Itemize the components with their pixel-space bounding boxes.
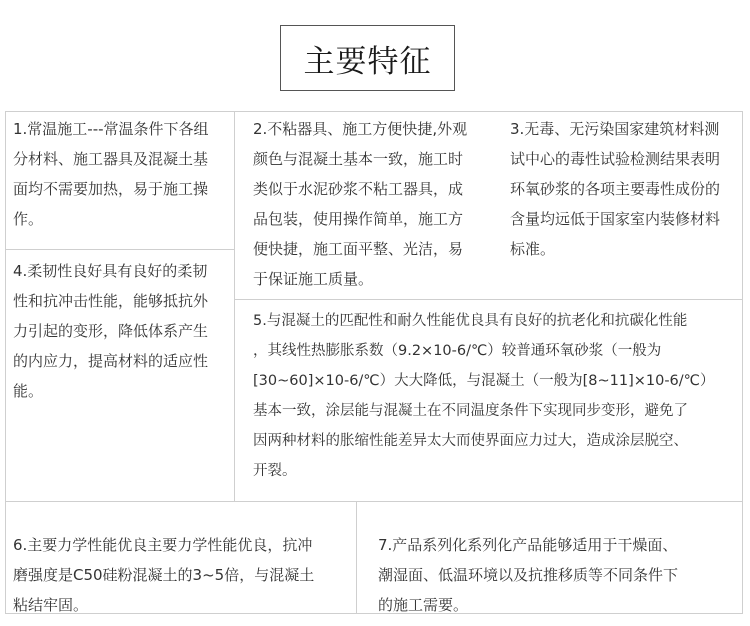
feature-1-line: 面均不需要加热，易于施工操 — [13, 180, 209, 198]
grid-line-v-bottom-row — [356, 501, 357, 614]
feature-5-line: 开裂。 — [253, 463, 297, 479]
feature-2-line: 于保证施工质量。 — [253, 270, 374, 288]
feature-4 — [13, 256, 231, 406]
feature-3 — [510, 114, 740, 264]
feature-3-line: 环氧砂浆的各项主要毒性成份的 — [510, 180, 721, 198]
feature-3-line: 试中心的毒性试验检测结果表明 — [510, 150, 721, 168]
feature-3-line: 3.无毒、无污染国家建筑材料测 — [510, 120, 720, 138]
feature-5-line: ，其线性热膨胀系数（9.2×10-6/℃）较普通环氧砂浆（一般为 — [253, 343, 662, 359]
feature-2-line: 便快捷，施工面平整、光洁，易 — [253, 240, 464, 258]
feature-2-line: 颜色与混凝土基本一致，施工时 — [253, 150, 464, 168]
feature-1 — [13, 114, 231, 234]
feature-4-line: 4.柔韧性良好具有良好的柔韧 — [13, 262, 208, 280]
feature-6-line: 6.主要力学性能优良主要力学性能优良，抗冲 — [13, 536, 313, 554]
feature-6-line: 磨强度是C50硅粉混凝土的3~5倍，与混凝土 — [13, 566, 315, 584]
feature-7-line: 的施工需要。 — [378, 596, 469, 614]
feature-1-line: 分材料、施工器具及混凝土基 — [13, 150, 209, 168]
feature-2-line: 类似于水泥砂浆不粘工器具，成 — [253, 180, 464, 198]
feature-7-line: 7.产品系列化系列化产品能够适用于干燥面、 — [378, 536, 678, 554]
feature-1-line: 1.常温施工---常温条件下各组 — [13, 120, 209, 138]
grid-line-v-left-column — [234, 111, 235, 502]
feature-6 — [13, 530, 353, 620]
feature-1-line: 作。 — [13, 210, 44, 228]
feature-3-line: 标准。 — [510, 240, 556, 258]
page-title: 主要特征 — [280, 25, 455, 91]
feature-6-line: 粘结牢固。 — [13, 596, 89, 614]
grid-line-h-feature1 — [5, 249, 235, 250]
feature-3-line: 含量均远低于国家室内装修材料 — [510, 210, 721, 228]
feature-2-line: 2.不粘器具、施工方便快捷,外观 — [253, 120, 468, 138]
feature-7-line: 潮湿面、低温环境以及抗推移质等不同条件下 — [378, 566, 679, 584]
feature-5 — [253, 306, 741, 486]
feature-5-line: 因两种材料的胀缩性能差异太大而使界面应力过大，造成涂层脱空、 — [253, 433, 688, 449]
feature-2-line: 品包装，使用操作简单，施工方 — [253, 210, 464, 228]
feature-4-line: 力引起的变形，降低体系产生 — [13, 322, 209, 340]
feature-4-line: 性和抗冲击性能，能够抵抗外 — [13, 292, 209, 310]
feature-5-line: 5.与混凝土的匹配性和耐久性能优良具有良好的抗老化和抗碳化性能 — [253, 313, 688, 329]
feature-5-line: [30~60]×10-6/℃）大大降低，与混凝土（一般为[8~11]×10-6/℃） — [253, 373, 715, 389]
grid-line-h-bottom-row — [5, 501, 743, 502]
grid-line-h-feature5-top — [234, 299, 743, 300]
grid-line-left — [5, 111, 6, 614]
feature-4-line: 的内应力，提高材料的适应性 — [13, 352, 209, 370]
feature-4-line: 能。 — [13, 382, 44, 400]
grid-line-top — [5, 111, 743, 112]
grid-line-right — [742, 111, 743, 614]
feature-5-line: 基本一致，涂层能与混凝土在不同温度条件下实现同步变形，避免了 — [253, 403, 688, 419]
feature-2 — [253, 114, 493, 294]
feature-7 — [378, 530, 718, 620]
